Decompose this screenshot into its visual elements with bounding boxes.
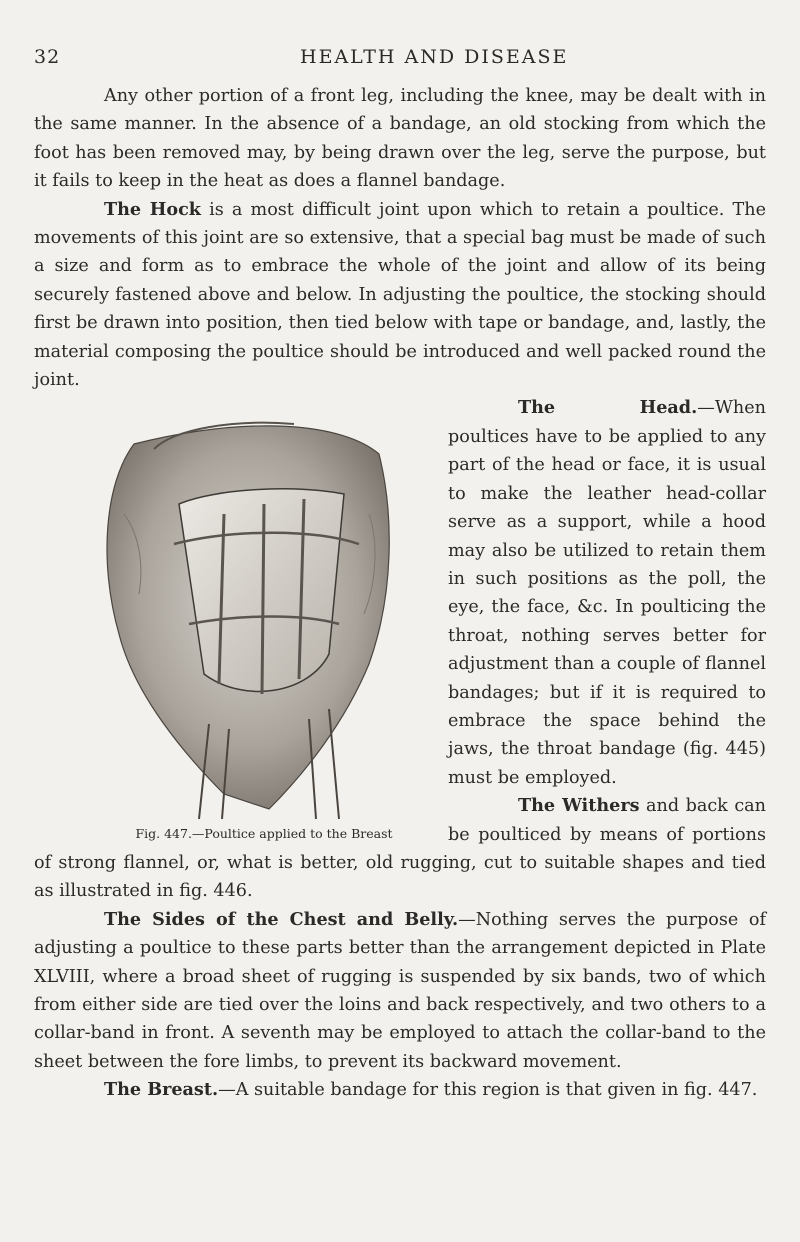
paragraph-breast bbox=[34, 1076, 766, 1104]
running-title: HEALTH AND DISEASE bbox=[300, 46, 569, 68]
figure-caption: Fig. 447.—Poultice applied to the Breast bbox=[135, 826, 393, 842]
text-hock: is a most difficult joint upon which to retain a poultice. The movements of this joint are so extensive, that a special bag must be made of such a size and form as to embrace the whole of the joint and allow of its being securely fastened above and below. In adjusting the poultice, the stocking should first be drawn into position, then tied below with tape or bandage, and, lastly, the material composing the poultice should be introduced and well packed round the joint. bbox=[34, 199, 766, 391]
breast-poultice-illustration bbox=[94, 394, 434, 819]
heading-chest-belly: The Sides of the Chest and Belly. bbox=[104, 908, 459, 930]
heading-breast: The Breast. bbox=[104, 1079, 219, 1101]
paragraph-chest-belly bbox=[34, 906, 766, 1076]
page-number: 32 bbox=[34, 46, 61, 68]
heading-head: The Head. bbox=[518, 397, 698, 419]
heading-hock: The Hock bbox=[104, 198, 201, 220]
text-head: —When poultices have to be applied to any part of the head or face, it is usual to make the leather head-collar serve as a support, while a hood may also be utilized to retain them in such positions as the poll, the eye, the face, &c. In poulticing the throat, nothing serves better for adjustment than a couple of flannel bandages; but if it is required to embrace the space behind the jaws, the throat bandage (fig. 445) must be employed. bbox=[448, 398, 766, 788]
body-text bbox=[34, 82, 766, 1105]
text-chest-belly: —Nothing serves the purpose of adjusting a poultice to these parts better than the arrangement depicted in Plate XLVIII, where a broad sheet of rugging is suspended by six bands, two of which from either side are tied over the loins and back respectively, and two others to a collar-band in front. A seventh may be employed to attach the collar-band to the sheet between the fore limbs, to prevent its backward movement. bbox=[34, 909, 766, 1072]
text-withers: and back can be poulticed by means of portions of strong flannel, or, what is better, old rugging, cut to suitable shapes and tied as illustrated in fig. 446. bbox=[34, 796, 766, 902]
running-head bbox=[0, 46, 800, 76]
paragraph-hock bbox=[34, 196, 766, 395]
text-breast: —A suitable bandage for this region is that given in fig. 447. bbox=[218, 1080, 758, 1101]
heading-withers: The Withers bbox=[518, 795, 640, 817]
figure-447 bbox=[94, 394, 434, 844]
paragraph-front-leg: Any other portion of a front leg, including the knee, may be dealt with in the same manner. In the absence of a bandage, an old stocking from which the foot has been removed may, by being drawn over the leg, serve the purpose, but it fails to keep in the heat as does a flannel bandage. bbox=[34, 86, 766, 192]
